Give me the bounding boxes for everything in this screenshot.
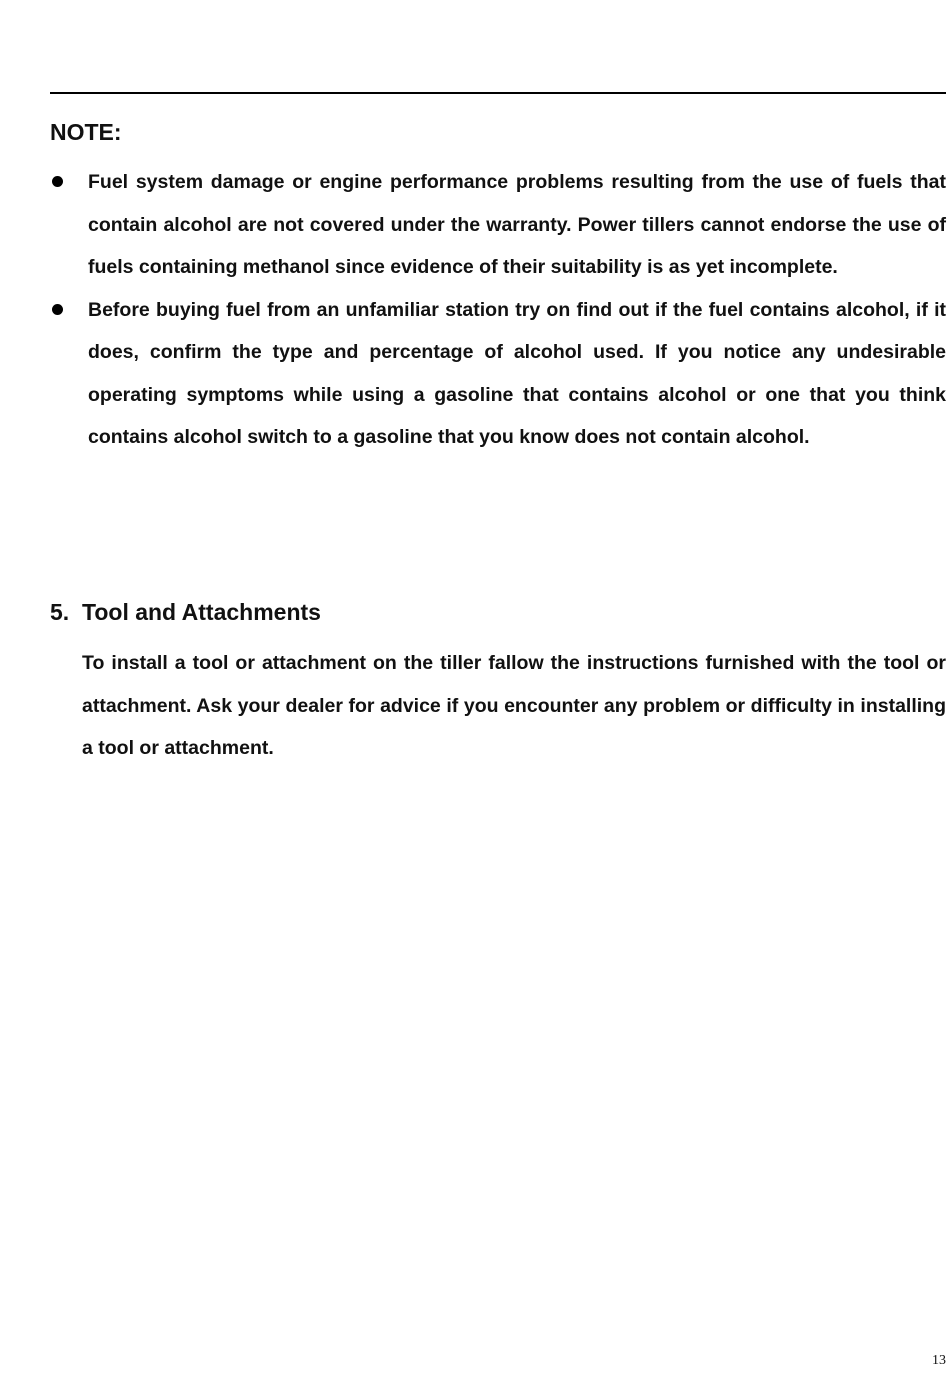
note-item xyxy=(50,161,946,289)
section-title: Tool and Attachments xyxy=(82,599,321,625)
note-item-text: Before buying fuel from an unfamiliar station try on find out if the fuel contains alcohol, if it does, confirm the type and percentage of alcohol used. If you notice any undesirable operating symptoms while using a gasoline that contains alcohol or one that you think contains alcohol switch to a gasoline that you know does not contain alcohol. xyxy=(88,298,946,448)
bullet-icon xyxy=(52,304,63,315)
section-heading xyxy=(50,597,321,627)
note-list xyxy=(50,161,946,459)
note-item xyxy=(50,289,946,459)
bullet-icon xyxy=(52,176,63,187)
note-heading: NOTE: xyxy=(50,119,122,145)
page-number: 13 xyxy=(932,1353,946,1368)
section-number: 5. xyxy=(50,599,70,625)
top-rule xyxy=(50,92,946,94)
note-item-text: Fuel system damage or engine performance problems resulting from the use of fuels that contain alcohol are not covered under the warranty. Power tillers cannot endorse the use of fuels containing methanol since evidence of their suitability is as yet incomplete. xyxy=(88,171,946,278)
section-body: To install a tool or attachment on the tiller fallow the instructions furnished with the tool or attachment. Ask your dealer for advice if you encounter any problem or difficulty in installing a tool or attachment. xyxy=(82,652,946,759)
